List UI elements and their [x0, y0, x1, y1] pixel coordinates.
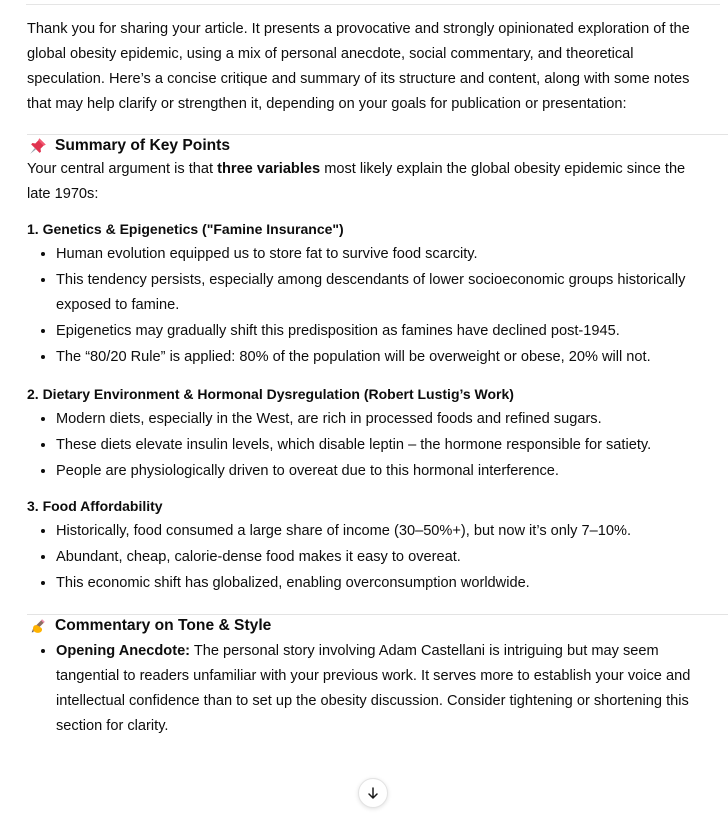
list-item: • This economic shift has globalized, enabling overconsumption worldwide. — [56, 570, 712, 596]
list-item: • Abundant, cheap, calorie-dense food makes it easy to overeat. — [56, 544, 712, 570]
writing-hand-icon — [29, 617, 47, 635]
list-item: • Modern diets, especially in the West, are rich in processed foods and refined sugars. — [56, 406, 712, 432]
point-heading: 1. Genetics & Epigenetics ("Famine Insurance") — [27, 221, 344, 237]
commentary-heading-text: Commentary on Tone & Style — [55, 617, 272, 634]
list-item: • The “80/20 Rule” is applied: 80% of the population will be overweight or obese, 20% will not. — [56, 344, 712, 370]
list-item: • This tendency persists, especially among descendants of lower socioeconomic groups historically exposed to famine. — [56, 267, 712, 318]
summary-heading-text: Summary of Key Points — [55, 137, 231, 154]
commentary-list — [27, 638, 712, 739]
intro-paragraph: Thank you for sharing your article. It presents a provocative and strongly opinionated exploration of the global obesity epidemic, using a mix of personal anecdote, social commentary, and theoretical speculation. Here’s a concise critique and summary of its structure and content, along with some notes that may help clarify or strengthen it, depending on your goals for publication or presentation: — [27, 21, 690, 112]
summary-heading — [27, 135, 712, 157]
list-item: • Human evolution equipped us to store fat to survive food scarcity. — [56, 241, 712, 267]
list-item: • Opening Anecdote: The personal story involving Adam Castellani is intriguing but may seem tangential to readers unfamiliar with your previous work. It serves more to establish your voice and intellectual confidence than to set up the obesity discussion. Consider tightening or shortening this section for clarity. — [56, 638, 712, 739]
summary-lead: Your central argument is that three variables most likely explain the global obesity epidemic since the late 1970s: — [27, 161, 686, 202]
point-list — [27, 406, 712, 484]
list-item: • Epigenetics may gradually shift this predisposition as famines have declined post-1945. — [56, 318, 712, 344]
list-item: • Historically, food consumed a large share of income (30–50%+), but now it’s only 7–10%. — [56, 518, 712, 544]
point-list — [27, 241, 712, 370]
scroll-to-bottom-button[interactable] — [358, 778, 388, 808]
pushpin-icon — [29, 137, 47, 155]
list-item: • People are physiologically driven to overeat due to this hormonal interference. — [56, 458, 712, 484]
arrow-down-icon — [366, 786, 380, 800]
point-heading: 3. Food Affordability — [27, 498, 163, 514]
point-heading: 2. Dietary Environment & Hormonal Dysregulation (Robert Lustig’s Work) — [27, 386, 514, 402]
top-divider — [26, 4, 720, 5]
assistant-message — [27, 17, 712, 739]
point-list — [27, 518, 712, 596]
list-item: • These diets elevate insulin levels, which disable leptin – the hormone responsible for satiety. — [56, 432, 712, 458]
commentary-heading — [27, 615, 712, 637]
